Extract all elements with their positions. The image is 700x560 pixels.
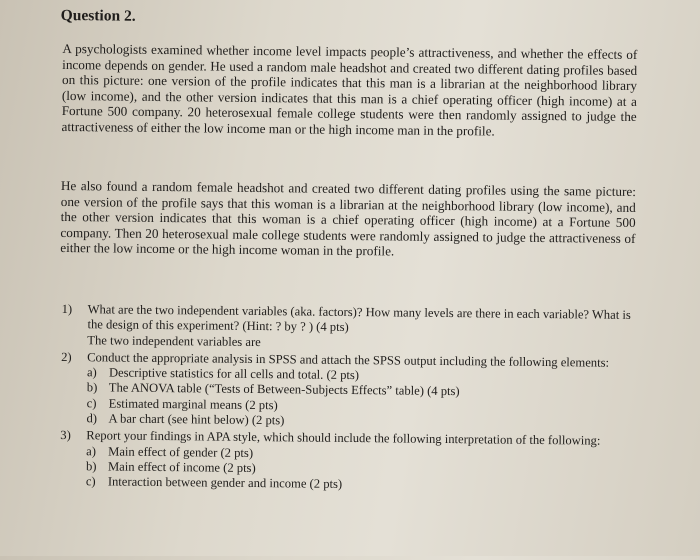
intro-paragraph-2: He also found a random female headshot and created two different dating profiles using the same picture: one version of the profile says that this woman is a librarian at the neighborhood library (low income), and the other version indicates that this woman is a chief operating officer (high income) at a Fortune 500 company. Then 20 heterosexual male college students were randomly assigned to judge the attractiveness of either the low income or the high income woman in the profile. xyxy=(60,177,637,259)
sub-question-text: Descriptive statistics for all cells and total. (2 pts) xyxy=(108,365,360,383)
answer-note: The two independent variables are xyxy=(87,332,261,349)
question-text: Conduct the appropriate analysis in SPSS and attach the SPSS output including the following elements: xyxy=(87,350,610,370)
sub-question-number: a) xyxy=(86,365,97,380)
question-text: What are the two independent variables (aka. factors)? How many levels are there in each variable? What is the design of this experiment? (Hint: ? by ? ) (4 pts) xyxy=(87,302,631,335)
question-list xyxy=(60,302,632,498)
question-item xyxy=(60,428,631,495)
question-number: 1) xyxy=(61,301,73,317)
sub-question-number: b) xyxy=(85,459,97,474)
question-number: 2) xyxy=(61,349,72,364)
question-item xyxy=(61,302,631,354)
sub-question-number: a) xyxy=(86,443,97,459)
sub-question-list xyxy=(86,444,630,496)
sub-question-text: The ANOVA table (“Tests of Between-Subjects Effects” table) (4 pts) xyxy=(108,380,460,399)
question-heading: Question 2. xyxy=(60,6,136,25)
intro-paragraph-1: A psychologists examined whether income level impacts people’s attractiveness, and whether the effects of income depends on gender. He used a random male headshot and created two different dating profiles based on this picture: one version of the profile indicates that this man is a librarian at the neighborhood library (low income), and the other version indicates that this man is a chief operating officer (high income) at a Fortune 500 company. 20 heterosexual female college students were then randomly assigned to judge the attractiveness of either the low income man or the high income man in the profile. xyxy=(61,40,638,139)
question-text: Report your findings in APA style, which should include the following interpretation of the following: xyxy=(86,428,601,449)
sub-question-text: Estimated marginal means (2 pts) xyxy=(108,396,278,413)
sub-question-text: Main effect of gender (2 pts) xyxy=(108,444,254,460)
sub-question-text: Main effect of income (2 pts) xyxy=(107,459,256,475)
question-number: 3) xyxy=(60,428,71,443)
sub-question-list xyxy=(86,365,631,432)
sub-question-number: c) xyxy=(85,474,96,489)
question-item xyxy=(60,350,631,432)
sub-question-number: d) xyxy=(86,411,98,426)
sub-question-number: c) xyxy=(86,396,97,411)
sub-question-number: b) xyxy=(86,380,98,395)
sub-question-text: A bar chart (see hint below) (2 pts) xyxy=(108,411,285,428)
sub-question-text: Interaction between gender and income (2 pts) xyxy=(107,474,343,492)
